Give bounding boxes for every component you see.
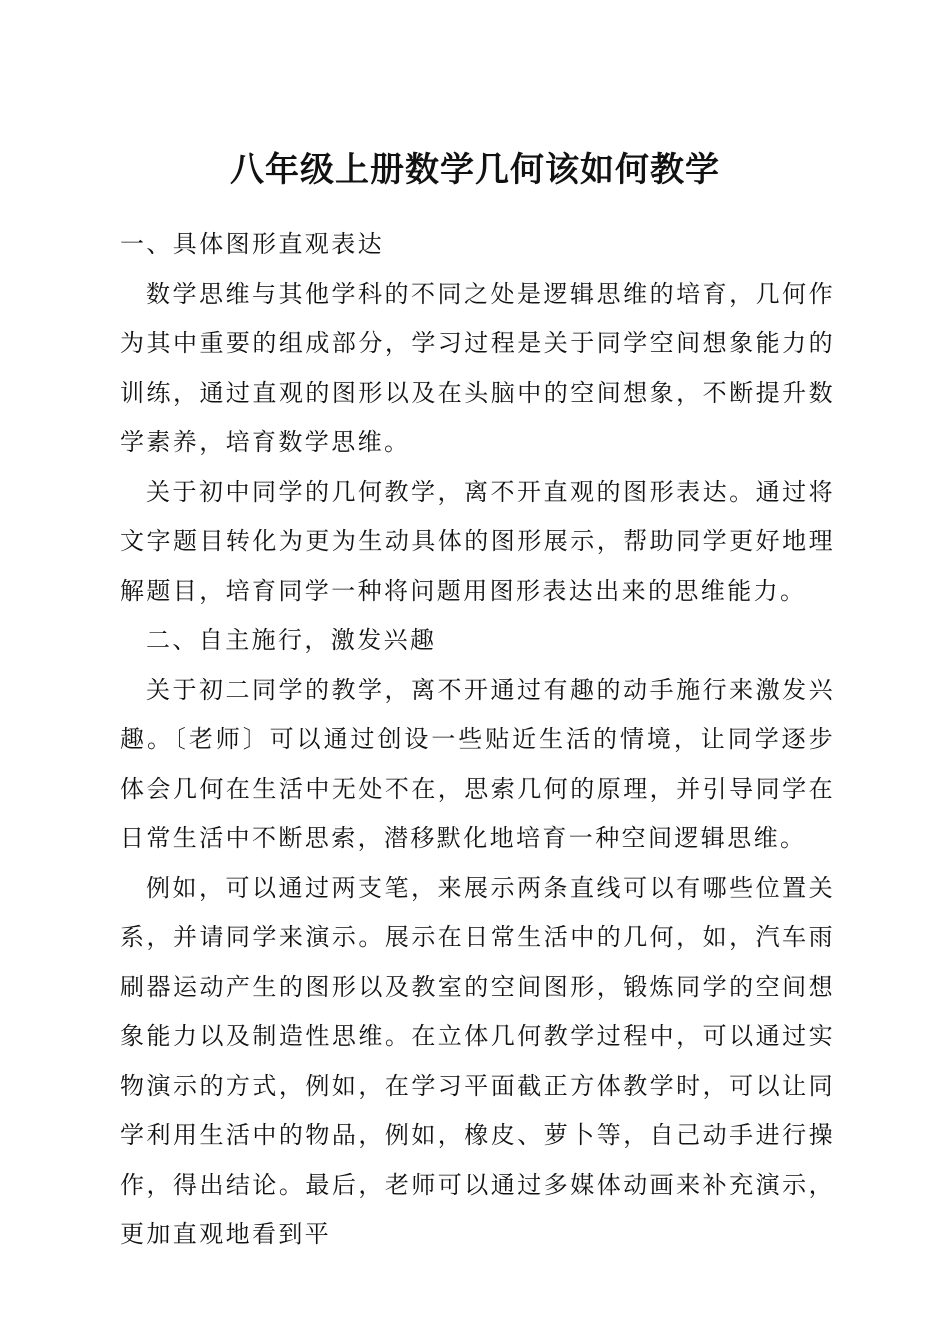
paragraph-4: 例如，可以通过两支笔，来展示两条直线可以有哪些位置关系，并请同学来演示。展示在日常生活中的几何，如，汽车雨刷器运动产生的图形以及教室的空间图形，锻炼同学的空间想象能力以及制造性思维。在立体几何教学过程中，可以通过实物演示的方式，例如，在学习平面截正方体教学时，可以让同学利用生活中的物品，例如，橡皮、萝卜等，自己动手进行操作，得出结论。最后，老师可以通过多媒体动画来补充演示，更加直观地看到平 (120, 873, 835, 1248)
paragraph-1: 数学思维与其他学科的不同之处是逻辑思维的培育，几何作为其中重要的组成部分，学习过程是关于同学空间想象能力的训练，通过直观的图形以及在头脑中的空间想象，不断提升数学素养，培育数学思维。 (120, 279, 835, 456)
section-heading-1: 一、具体图形直观表达 (120, 230, 384, 258)
section-heading-2: 二、自主施行，激发兴趣 (146, 626, 437, 654)
paragraph-2: 关于初中同学的几何教学，离不开直观的图形表达。通过将文字题目转化为更为生动具体的图形展示，帮助同学更好地理解题目，培育同学一种将问题用图形表达出来的思维能力。 (120, 477, 835, 605)
paragraph-3: 关于初二同学的教学，离不开通过有趣的动手施行来激发兴趣。〔老师〕可以通过创设一些贴近生活的情境，让同学逐步体会几何在生活中无处不在，思索几何的原理，并引导同学在日常生活中不断思索，潜移默化地培育一种空间逻辑思维。 (120, 675, 835, 852)
document-title: 八年级上册数学几何该如何教学 (230, 150, 720, 190)
document-body (120, 220, 835, 1260)
